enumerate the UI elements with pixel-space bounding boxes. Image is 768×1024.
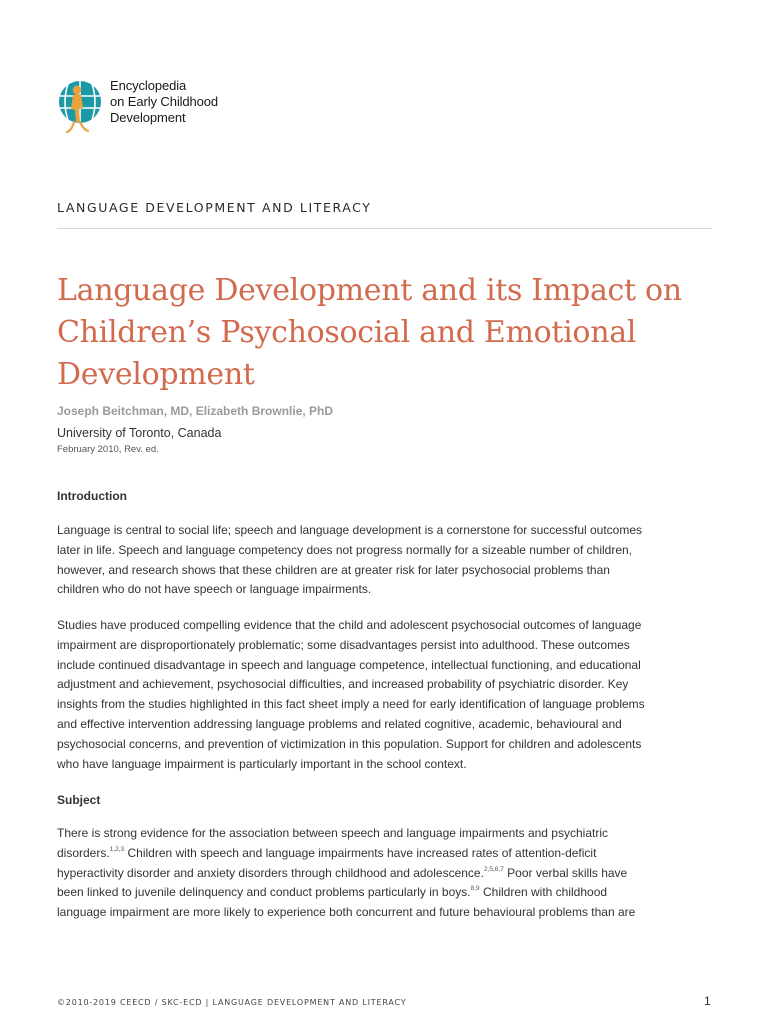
- logo-line-3: Development: [110, 110, 186, 125]
- logo-line-1: Encyclopedia: [110, 78, 187, 93]
- introduction-paragraph-1: [57, 521, 717, 600]
- paragraph-line: psychosocial concerns, and prevention of victimization in this population. Support for children and adolescents: [57, 736, 642, 751]
- text-run: hyperactivity disorder and anxiety disorders through childhood and adolescence.: [57, 865, 484, 880]
- text-run: been linked to juvenile delinquency and conduct problems particularly in boys.: [57, 885, 471, 900]
- paragraph-line: adjustment and achievement, psychosocial difficulties, and increased probability of psychiatric disorder. Key: [57, 677, 629, 692]
- paragraph-line: [57, 844, 717, 864]
- paragraph-line: [57, 883, 717, 903]
- paragraph-line: There is strong evidence for the association between speech and language impairments and psychiatric: [57, 826, 608, 840]
- paragraph-line: insights from the studies highlighted in this fact sheet imply a need for early identification of language problems: [57, 697, 645, 712]
- page-footer: ©2010-2019 CEECD / SKC-ECD | LANGUAGE DEVELOPMENT AND LITERACY: [57, 998, 407, 1007]
- text-run: Children with childhood: [479, 885, 608, 900]
- text-run: Children with speech and language impairments have increased rates of attention-deficit: [124, 845, 597, 860]
- section-divider: [57, 228, 712, 229]
- paragraph-line: language impairment are more likely to experience both concurrent and future behavioural problems than are: [57, 905, 636, 920]
- logo-line-2: on Early Childhood: [110, 94, 219, 109]
- section-label: LANGUAGE DEVELOPMENT AND LITERACY: [57, 200, 372, 215]
- paragraph-line: include continued disadvantage in speech and language competence, intellectual functioning, and educational: [57, 657, 641, 672]
- text-run: disorders.: [57, 845, 110, 860]
- logo-wordmark: [110, 78, 218, 126]
- paragraph-line: however, and research shows that these children are at greater risk for later psychosocial problems than: [57, 562, 610, 577]
- page-number: 1: [704, 994, 711, 1008]
- subject-paragraph: [57, 824, 717, 923]
- title-line-1: Language Development and its Impact on: [57, 273, 682, 308]
- paragraph-line: and effective intervention addressing language problems and related cognitive, academic, behavioural and: [57, 716, 622, 731]
- paragraph-line: impairment are disproportionately problematic; some disadvantages persist into adulthood. These outcomes: [57, 637, 630, 652]
- globe-child-logo-icon: [56, 76, 104, 136]
- encyclopedia-logo[interactable]: [56, 76, 256, 136]
- title-line-3: Development: [57, 357, 255, 392]
- citation-superscript: 1,2,3: [109, 845, 125, 853]
- paragraph-line: children who do not have speech or language impairments.: [57, 582, 372, 597]
- publication-date: February 2010, Rev. ed.: [57, 444, 159, 455]
- introduction-heading: Introduction: [57, 489, 127, 503]
- citation-superscript: 8,9: [470, 885, 480, 893]
- authors: Joseph Beitchman, MD, Elizabeth Brownlie, PhD: [57, 404, 334, 418]
- paragraph-line: Studies have produced compelling evidence that the child and adolescent psychosocial outcomes of language: [57, 618, 642, 632]
- paragraph-line: [57, 864, 717, 884]
- subject-heading: Subject: [57, 793, 101, 807]
- title-line-2: Children’s Psychosocial and Emotional: [57, 315, 637, 350]
- article-title: [57, 270, 717, 396]
- paragraph-line: later in life. Speech and language competency does not progress normally for a sizeable number of children,: [57, 542, 632, 557]
- paragraph-line: Language is central to social life; speech and language development is a cornerstone for successful outcomes: [57, 523, 643, 537]
- text-run: Poor verbal skills have: [503, 865, 628, 880]
- affiliation: University of Toronto, Canada: [57, 426, 222, 440]
- introduction-paragraph-2: [57, 616, 717, 774]
- paragraph-line: who have language impairment is particularly important in the school context.: [57, 756, 467, 771]
- citation-superscript: 2,5,6,7: [483, 865, 504, 873]
